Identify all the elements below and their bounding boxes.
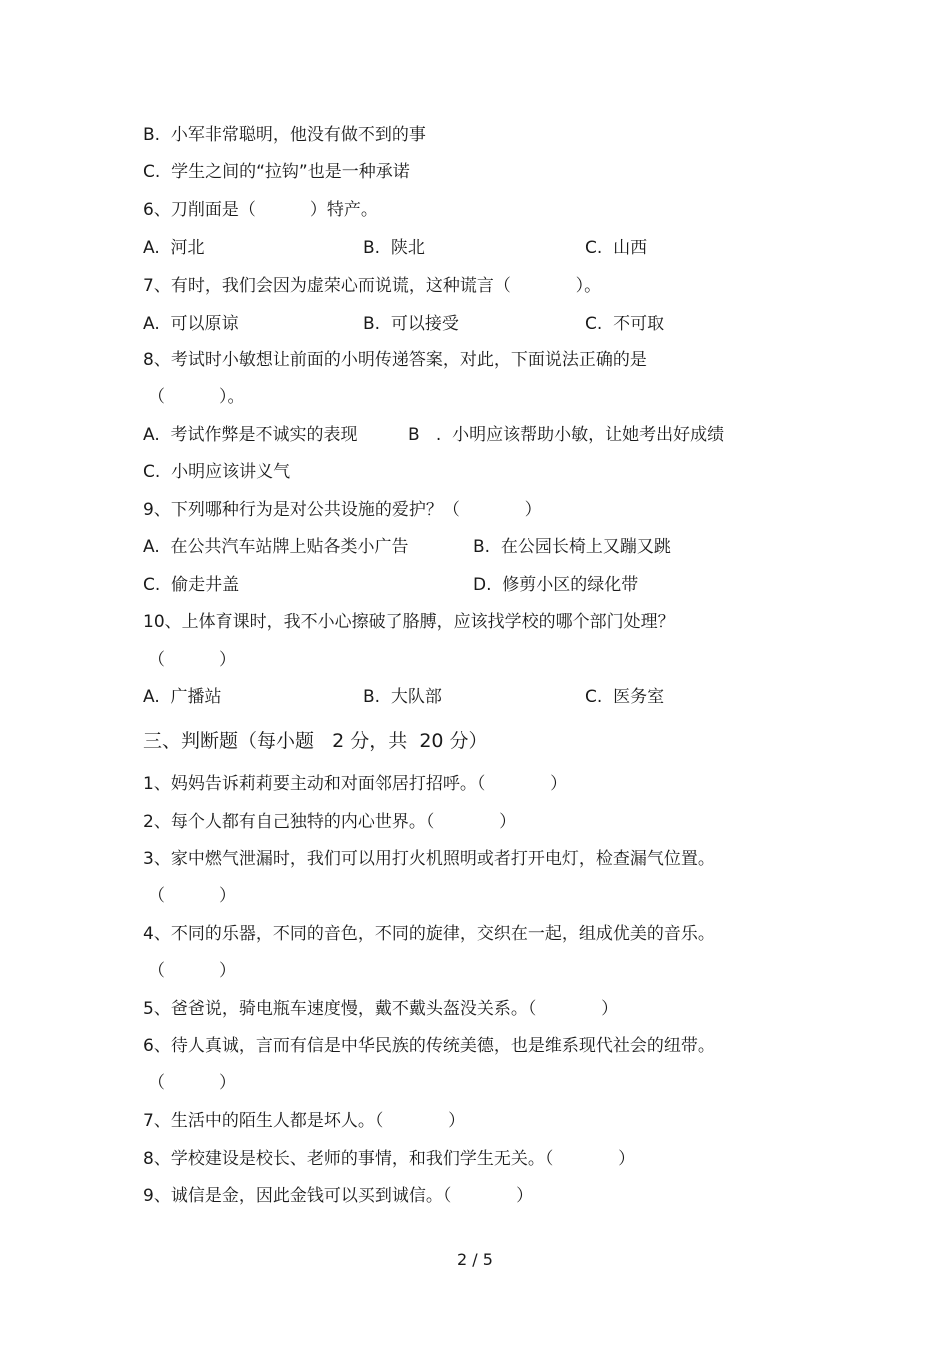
question-8-answer-blank: （ ）。	[148, 387, 245, 407]
question-8-option-b: B . 小明应该帮助小敏，让她考出好成绩	[408, 425, 725, 445]
question-10-answer-blank: （ ）	[148, 650, 237, 670]
question-6: 6、刀削面是（ ）特产。	[143, 200, 378, 220]
judgement-7: 7、生活中的陌生人都是坏人。（ ）	[143, 1111, 466, 1131]
judgement-2: 2、每个人都有自己独特的内心世界。（ ）	[143, 812, 517, 832]
judgement-8: 8、学校建设是校长、老师的事情，和我们学生无关。（ ）	[143, 1149, 636, 1169]
question-6-option-a: A. 河北	[143, 238, 205, 258]
question-9-option-b: B. 在公园长椅上又蹦又跳	[473, 537, 671, 557]
question-10-option-c: C. 医务室	[585, 687, 665, 707]
judgement-3-answer-blank: （ ）	[148, 886, 237, 906]
question-10-option-a: A. 广播站	[143, 687, 222, 707]
question-9-option-c: C. 偷走井盖	[143, 575, 240, 595]
question-9: 9、下列哪种行为是对公共设施的爱护？（ ）	[143, 500, 542, 520]
question-option-line: C. 学生之间的“拉钩”也是一种承诺	[143, 162, 410, 182]
judgement-4: 4、不同的乐器，不同的音色，不同的旋律，交织在一起，组成优美的音乐。	[143, 924, 715, 944]
question-8-option-c: C. 小明应该讲义气	[143, 462, 291, 482]
judgement-1: 1、妈妈告诉莉莉要主动和对面邻居打招呼。（ ）	[143, 774, 568, 794]
judgement-6: 6、待人真诚，言而有信是中华民族的传统美德，也是维系现代社会的纽带。	[143, 1036, 715, 1056]
question-7-option-a: A. 可以原谅	[143, 314, 239, 334]
question-9-option-a: A. 在公共汽车站牌上贴各类小广告	[143, 537, 409, 557]
judgement-6-answer-blank: （ ）	[148, 1073, 237, 1093]
question-7-option-b: B. 可以接受	[363, 314, 459, 334]
judgement-9: 9、诚信是金，因此金钱可以买到诚信。（ ）	[143, 1186, 534, 1206]
judgement-5: 5、爸爸说，骑电瓶车速度慢，戴不戴头盔没关系。（ ）	[143, 999, 619, 1019]
question-10-option-b: B. 大队部	[363, 687, 442, 707]
question-10: 10、上体育课时，我不小心擦破了胳膊，应该找学校的哪个部门处理？	[143, 612, 675, 632]
question-7: 7、有时，我们会因为虚荣心而说谎，这种谎言（ ）。	[143, 276, 602, 296]
judgement-4-answer-blank: （ ）	[148, 961, 237, 981]
section-heading: 三、判断题（每小题 2 分，共 20 分）	[143, 730, 488, 752]
question-9-option-d: D. 修剪小区的绿化带	[473, 575, 639, 595]
question-6-option-c: C. 山西	[585, 238, 648, 258]
question-6-option-b: B. 陕北	[363, 238, 425, 258]
page-number: 2 / 5	[457, 1250, 493, 1269]
question-8: 8、考试时小敏想让前面的小明传递答案，对此，下面说法正确的是	[143, 350, 647, 370]
question-7-option-c: C. 不可取	[585, 314, 665, 334]
question-option-line: B. 小军非常聪明，他没有做不到的事	[143, 125, 426, 145]
judgement-3: 3、家中燃气泄漏时，我们可以用打火机照明或者打开电灯，检查漏气位置。	[143, 849, 715, 869]
question-8-option-a: A. 考试作弊是不诚实的表现	[143, 425, 358, 445]
